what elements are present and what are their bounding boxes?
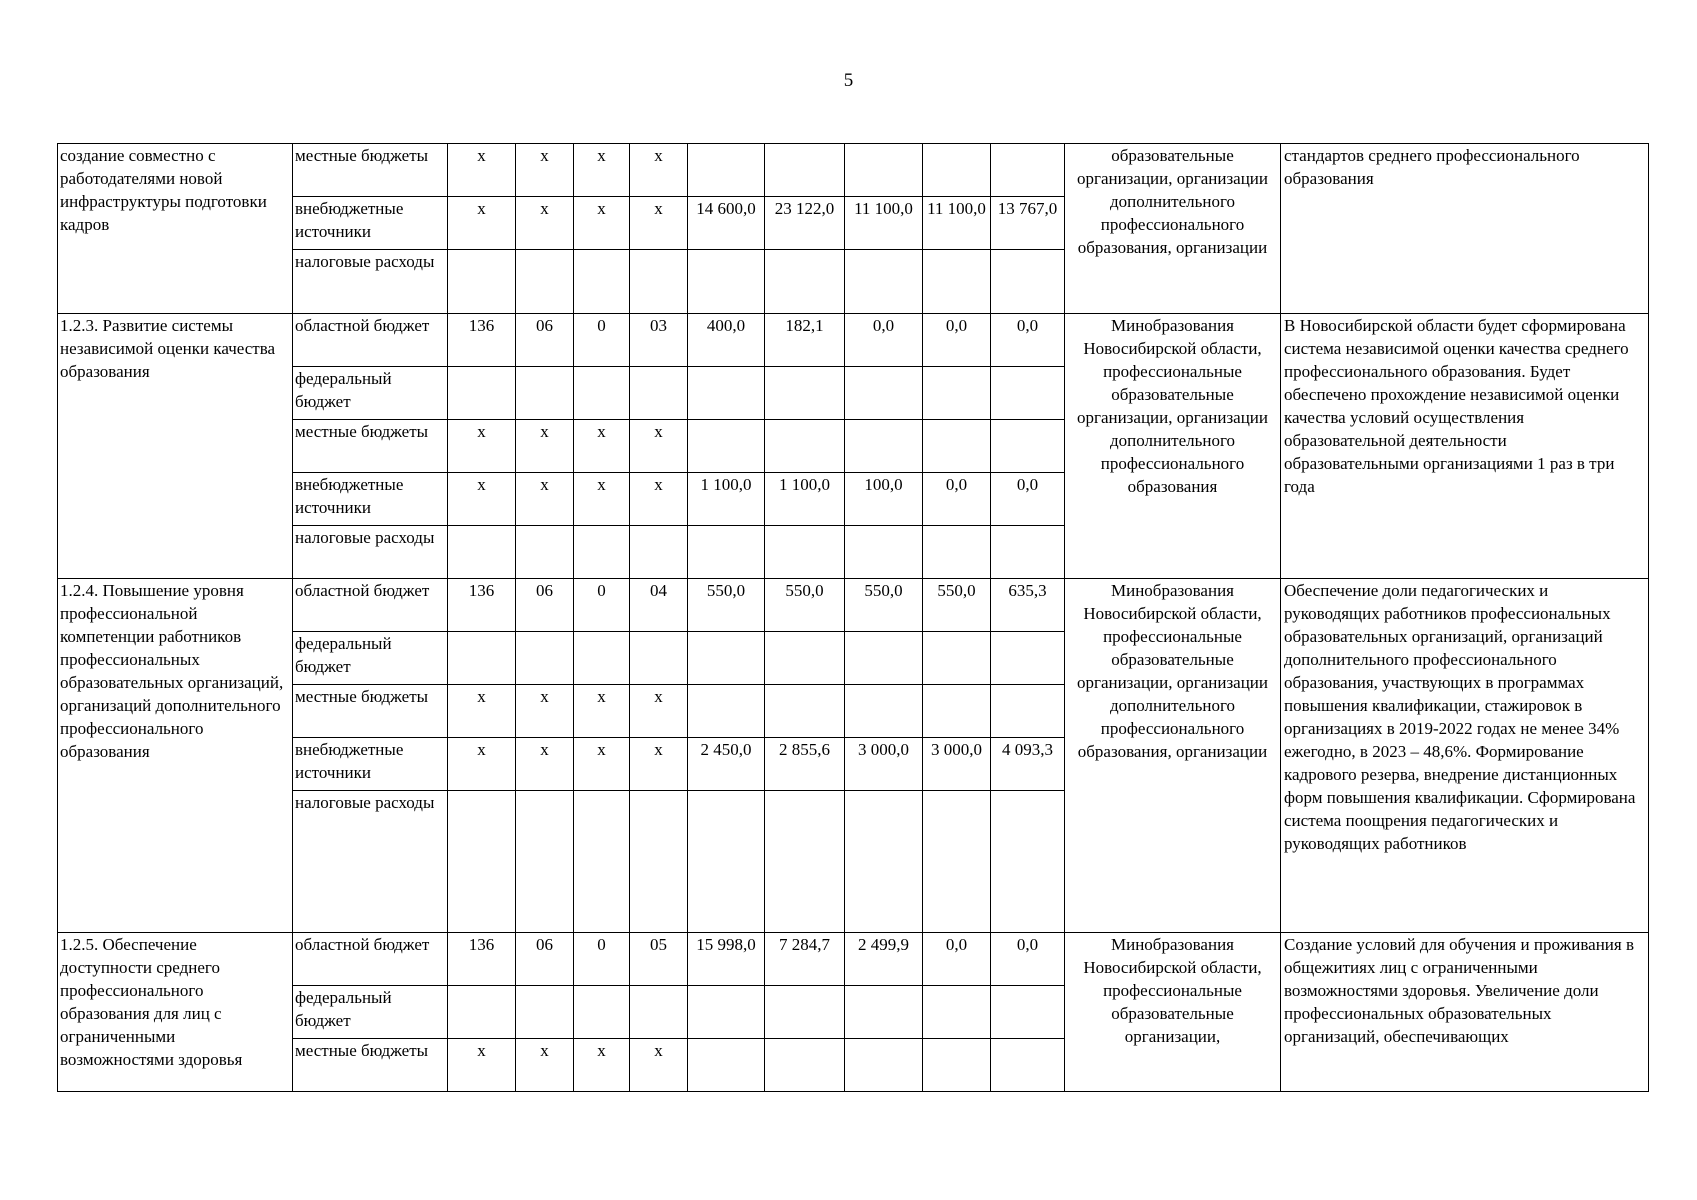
amount-cell: 7 284,7 [765,933,845,986]
budget-code-cell: x [516,685,574,738]
amount-cell: 550,0 [845,579,923,632]
amount-cell [765,791,845,933]
expected-result-cell: стандартов среднего профессионального образования [1281,144,1649,314]
amount-cell [765,632,845,685]
amount-cell [845,367,923,420]
budget-code-cell: 06 [516,933,574,986]
table-row [58,579,1649,632]
budget-code-cell: 05 [630,933,688,986]
amount-cell [923,632,991,685]
funding-source-cell: внебюджетные источники [293,197,448,250]
measure-cell: 1.2.3. Развитие системы независимой оценки качества образования [58,314,293,579]
expected-result-cell: В Новосибирской области будет сформирована система независимой оценки качества среднего профессионального образования. Будет обеспечено прохождение независимой оценки качества условий осуществления образовательной деятельности образовательными организациями 1 раз в три года [1281,314,1649,579]
expected-result-cell: Обеспечение доли педагогических и руководящих работников профессиональных образовательных организаций, организаций дополнительного профессионального образования, участвующих в программах повышения квалификации, стажировок в организациях в 2019-2022 годах не менее 34% ежегодно, в 2023 – 48,6%. Формирование кадрового резерва, внедрение дистанционных форм повышения квалификации. Сформирована система поощрения педагогических и руководящих работников [1281,579,1649,933]
amount-cell [688,420,765,473]
responsible-cell: Минобразования Новосибирской области, профессиональные образовательные организации, организации дополнительного профессионального образования, организации [1065,579,1281,933]
budget-code-cell: x [630,473,688,526]
budget-code-cell [516,367,574,420]
amount-cell [845,526,923,579]
budget-code-cell [516,632,574,685]
amount-cell [845,632,923,685]
table-row [58,933,1649,986]
funding-source-cell: федеральный бюджет [293,367,448,420]
amount-cell: 15 998,0 [688,933,765,986]
funding-source-cell: местные бюджеты [293,1039,448,1092]
budget-code-cell [574,367,630,420]
amount-cell [991,685,1065,738]
amount-cell [688,632,765,685]
budget-code-cell: x [574,685,630,738]
budget-code-cell: 136 [448,933,516,986]
budget-code-cell [630,526,688,579]
budget-code-cell [630,367,688,420]
budget-code-cell: x [574,197,630,250]
amount-cell [923,420,991,473]
table-row [58,314,1649,367]
amount-cell [688,144,765,197]
amount-cell: 550,0 [765,579,845,632]
budget-code-cell: x [516,197,574,250]
budget-code-cell [516,250,574,314]
budget-code-cell [574,632,630,685]
amount-cell [991,1039,1065,1092]
budget-code-cell [516,986,574,1039]
budget-code-cell: 136 [448,314,516,367]
funding-source-cell: внебюджетные источники [293,738,448,791]
budget-code-cell: x [574,473,630,526]
measure-cell: создание совместно с работодателями новой инфраструктуры подготовки кадров [58,144,293,314]
funding-source-cell: областной бюджет [293,933,448,986]
budget-code-cell: x [516,420,574,473]
amount-cell: 2 450,0 [688,738,765,791]
amount-cell [688,791,765,933]
budget-code-cell: x [516,473,574,526]
amount-cell [923,791,991,933]
amount-cell [991,367,1065,420]
budget-code-cell [574,986,630,1039]
budget-code-cell: x [448,1039,516,1092]
budget-code-cell: 0 [574,933,630,986]
amount-cell [845,791,923,933]
amount-cell [688,685,765,738]
amount-cell [991,420,1065,473]
budget-code-cell [448,632,516,685]
amount-cell: 11 100,0 [845,197,923,250]
responsible-cell: Минобразования Новосибирской области, профессиональные образовательные организации, организации дополнительного профессионального образования [1065,314,1281,579]
budget-code-cell: 0 [574,314,630,367]
program-table [57,143,1649,1092]
amount-cell [991,526,1065,579]
page-number: 5 [843,70,854,91]
budget-code-cell: x [574,738,630,791]
measure-cell: 1.2.5. Обеспечение доступности среднего профессионального образования для лиц с ограниченными возможностями здоровья [58,933,293,1092]
amount-cell [688,250,765,314]
budget-code-cell [574,526,630,579]
budget-code-cell [630,632,688,685]
budget-code-cell: x [516,738,574,791]
funding-source-cell: областной бюджет [293,314,448,367]
budget-code-cell [448,986,516,1039]
measure-cell: 1.2.4. Повышение уровня профессиональной компетенции работников профессиональных образовательных организаций, организаций дополнительного профессионального образования [58,579,293,933]
budget-code-cell: x [574,420,630,473]
budget-code-cell: x [630,420,688,473]
budget-code-cell [516,526,574,579]
amount-cell: 1 100,0 [688,473,765,526]
amount-cell [991,144,1065,197]
funding-source-cell: местные бюджеты [293,420,448,473]
amount-cell: 2 499,9 [845,933,923,986]
amount-cell [923,367,991,420]
amount-cell [923,986,991,1039]
budget-code-cell: x [630,1039,688,1092]
amount-cell [845,144,923,197]
amount-cell: 100,0 [845,473,923,526]
amount-cell [765,526,845,579]
budget-code-cell: 0 [574,579,630,632]
budget-code-cell: 06 [516,314,574,367]
amount-cell [765,420,845,473]
budget-code-cell: x [574,1039,630,1092]
amount-cell [991,250,1065,314]
amount-cell: 14 600,0 [688,197,765,250]
amount-cell: 2 855,6 [765,738,845,791]
amount-cell [923,685,991,738]
amount-cell [688,526,765,579]
amount-cell: 182,1 [765,314,845,367]
budget-code-cell: x [516,1039,574,1092]
funding-source-cell: областной бюджет [293,579,448,632]
amount-cell: 3 000,0 [845,738,923,791]
amount-cell: 0,0 [923,473,991,526]
budget-code-cell [448,250,516,314]
budget-code-cell [448,526,516,579]
amount-cell [688,1039,765,1092]
funding-source-cell: местные бюджеты [293,144,448,197]
amount-cell: 550,0 [923,579,991,632]
budget-code-cell: 06 [516,579,574,632]
amount-cell: 4 093,3 [991,738,1065,791]
amount-cell [765,685,845,738]
amount-cell [991,791,1065,933]
budget-code-cell: 04 [630,579,688,632]
amount-cell: 11 100,0 [923,197,991,250]
amount-cell: 3 000,0 [923,738,991,791]
amount-cell: 13 767,0 [991,197,1065,250]
amount-cell: 0,0 [991,314,1065,367]
funding-source-cell: внебюджетные источники [293,473,448,526]
budget-code-cell [630,986,688,1039]
amount-cell [845,250,923,314]
budget-code-cell: x [448,197,516,250]
amount-cell [923,250,991,314]
funding-source-cell: налоговые расходы [293,526,448,579]
amount-cell: 400,0 [688,314,765,367]
budget-code-cell: x [448,473,516,526]
amount-cell: 0,0 [845,314,923,367]
amount-cell [765,250,845,314]
budget-code-cell [630,791,688,933]
amount-cell [845,986,923,1039]
amount-cell [765,1039,845,1092]
budget-code-cell [574,250,630,314]
funding-source-cell: местные бюджеты [293,685,448,738]
amount-cell [765,367,845,420]
amount-cell [845,685,923,738]
amount-cell: 23 122,0 [765,197,845,250]
budget-code-cell: 136 [448,579,516,632]
budget-code-cell: x [574,144,630,197]
amount-cell [765,144,845,197]
responsible-cell: образовательные организации, организации дополнительного профессионального образования, организации [1065,144,1281,314]
budget-code-cell: x [448,685,516,738]
budget-code-cell: x [448,144,516,197]
amount-cell [765,986,845,1039]
budget-code-cell: x [516,144,574,197]
budget-code-cell: 03 [630,314,688,367]
funding-source-cell: федеральный бюджет [293,986,448,1039]
budget-code-cell: x [630,197,688,250]
amount-cell [688,986,765,1039]
amount-cell [991,632,1065,685]
amount-cell: 0,0 [991,933,1065,986]
budget-code-cell: x [448,738,516,791]
budget-code-cell [574,791,630,933]
amount-cell [845,420,923,473]
budget-code-cell [448,791,516,933]
amount-cell [923,1039,991,1092]
responsible-cell: Минобразования Новосибирской области, профессиональные образовательные организации, [1065,933,1281,1092]
amount-cell [923,144,991,197]
budget-code-cell [630,250,688,314]
budget-code-cell: x [448,420,516,473]
amount-cell [923,526,991,579]
amount-cell [688,367,765,420]
budget-code-cell [448,367,516,420]
amount-cell: 0,0 [991,473,1065,526]
table-row [58,144,1649,197]
budget-code-cell: x [630,144,688,197]
amount-cell: 0,0 [923,314,991,367]
expected-result-cell: Создание условий для обучения и проживания в общежитиях лиц с ограниченными возможностями здоровья. Увеличение доли профессиональных образовательных организаций, обеспечивающих [1281,933,1649,1092]
funding-source-cell: налоговые расходы [293,791,448,933]
amount-cell [845,1039,923,1092]
amount-cell [991,986,1065,1039]
amount-cell: 0,0 [923,933,991,986]
budget-code-cell: x [630,738,688,791]
amount-cell: 635,3 [991,579,1065,632]
amount-cell: 550,0 [688,579,765,632]
funding-source-cell: федеральный бюджет [293,632,448,685]
amount-cell: 1 100,0 [765,473,845,526]
budget-code-cell: x [630,685,688,738]
funding-source-cell: налоговые расходы [293,250,448,314]
budget-code-cell [516,791,574,933]
